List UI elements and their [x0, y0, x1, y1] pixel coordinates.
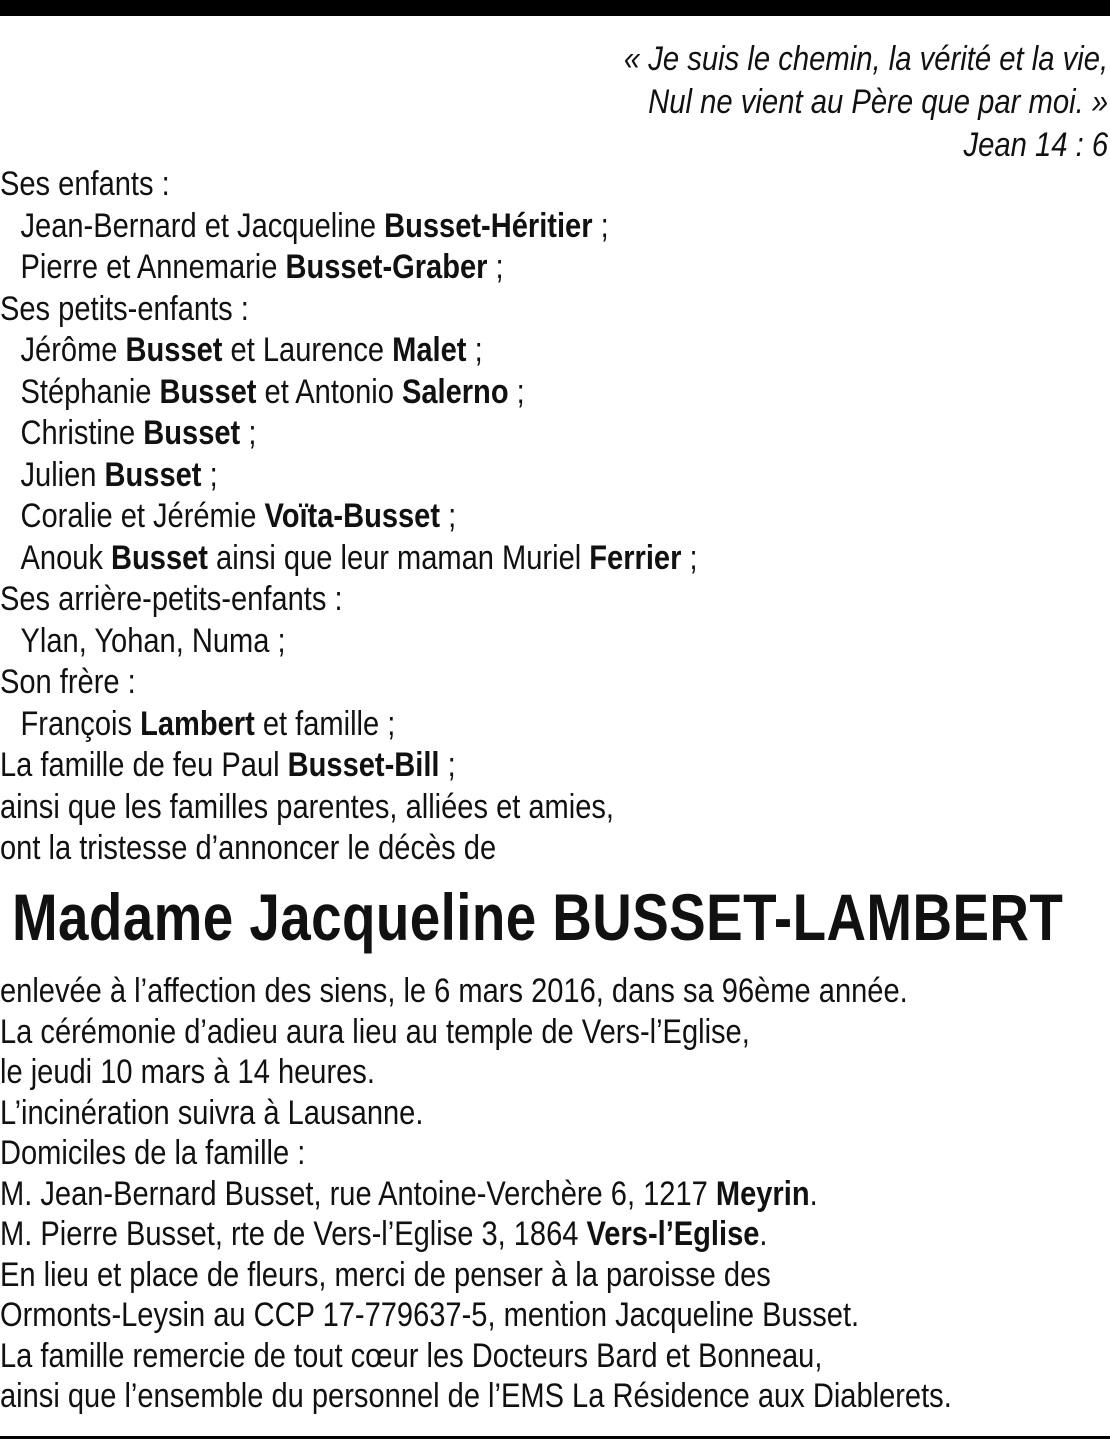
grandchildren-label: Ses petits-enfants : [0, 289, 249, 328]
grandchild-6: Anouk Busset ainsi que leur maman Muriel Ferrier ; [20, 538, 698, 577]
ceremony-details [0, 971, 1110, 1417]
address-2: M. Pierre Busset, rte de Vers-l’Eglise 3, 1864 Vers-l’Eglise. [0, 1215, 768, 1253]
detail-line: le jeudi 10 mars à 14 heures. [0, 1053, 375, 1091]
detail-line: ainsi que l’ensemble du personnel de l’EMS La Résidence aux Diablerets. [0, 1377, 952, 1415]
deceased-name: Madame Jacqueline BUSSET-LAMBERT [12, 880, 1064, 954]
grandchild-4: Julien Busset ; [20, 455, 218, 494]
children-label: Ses enfants : [0, 165, 170, 203]
quote-line-2: Nul ne vient au Père que par moi. » [648, 83, 1108, 121]
surname: Busset-Héritier [384, 206, 593, 245]
quote-line-1: « Je suis le chemin, la vérité et la vie, [623, 40, 1108, 78]
relatives: ainsi que les familles parentes, alliées et amies, [0, 787, 615, 826]
great-grandchildren-names: Ylan, Yohan, Numa ; [20, 621, 286, 660]
bottom-rule [0, 1436, 1110, 1439]
detail-line: Ormonts-Leysin au CCP 17-779637-5, mention Jacqueline Busset. [0, 1296, 860, 1334]
top-rule [0, 0, 1110, 16]
grandchild-3: Christine Busset ; [20, 414, 257, 452]
quote-reference: Jean 14 : 6 [963, 126, 1108, 164]
announcement: ont la tristesse d’annoncer le décès de [0, 829, 497, 867]
detail-line: En lieu et place de fleurs, merci de penser à la paroisse des [0, 1255, 771, 1294]
surname: Busset-Graber [285, 248, 488, 286]
detail-line: La famille remercie de tout cœur les Docteurs Bard et Bonneau, [0, 1336, 823, 1375]
detail-line: La cérémonie d’adieu aura lieu au temple de Vers-l’Eglise, [0, 1012, 750, 1051]
detail-line: enlevée à l’affection des siens, le 6 mars 2016, dans sa 96ème année. [0, 972, 908, 1010]
grandchild-2: Stéphanie Busset et Antonio Salerno ; [20, 372, 525, 411]
family-list [0, 164, 1110, 870]
great-grandchildren-label: Ses arrière-petits-enfants : [0, 580, 343, 618]
child-1: Jean-Bernard et Jacqueline Busset-Héritier ; [20, 206, 609, 245]
grandchild-1: Jérôme Busset et Laurence Malet ; [20, 331, 483, 369]
detail-line: L’incinération suivra à Lausanne. [0, 1093, 424, 1132]
brother: François Lambert et famille ; [20, 704, 396, 743]
brother-label: Son frère : [0, 663, 136, 701]
bible-quote [624, 38, 1108, 167]
child-2: Pierre et Annemarie Busset-Graber ; [20, 248, 504, 286]
address-1: M. Jean-Bernard Busset, rue Antoine-Verchère 6, 1217 Meyrin. [0, 1174, 818, 1213]
late-family: La famille de feu Paul Busset-Bill ; [0, 746, 456, 784]
detail-line: Domiciles de la famille : [0, 1134, 306, 1172]
grandchild-5: Coralie et Jérémie Voïta-Busset ; [20, 497, 457, 535]
